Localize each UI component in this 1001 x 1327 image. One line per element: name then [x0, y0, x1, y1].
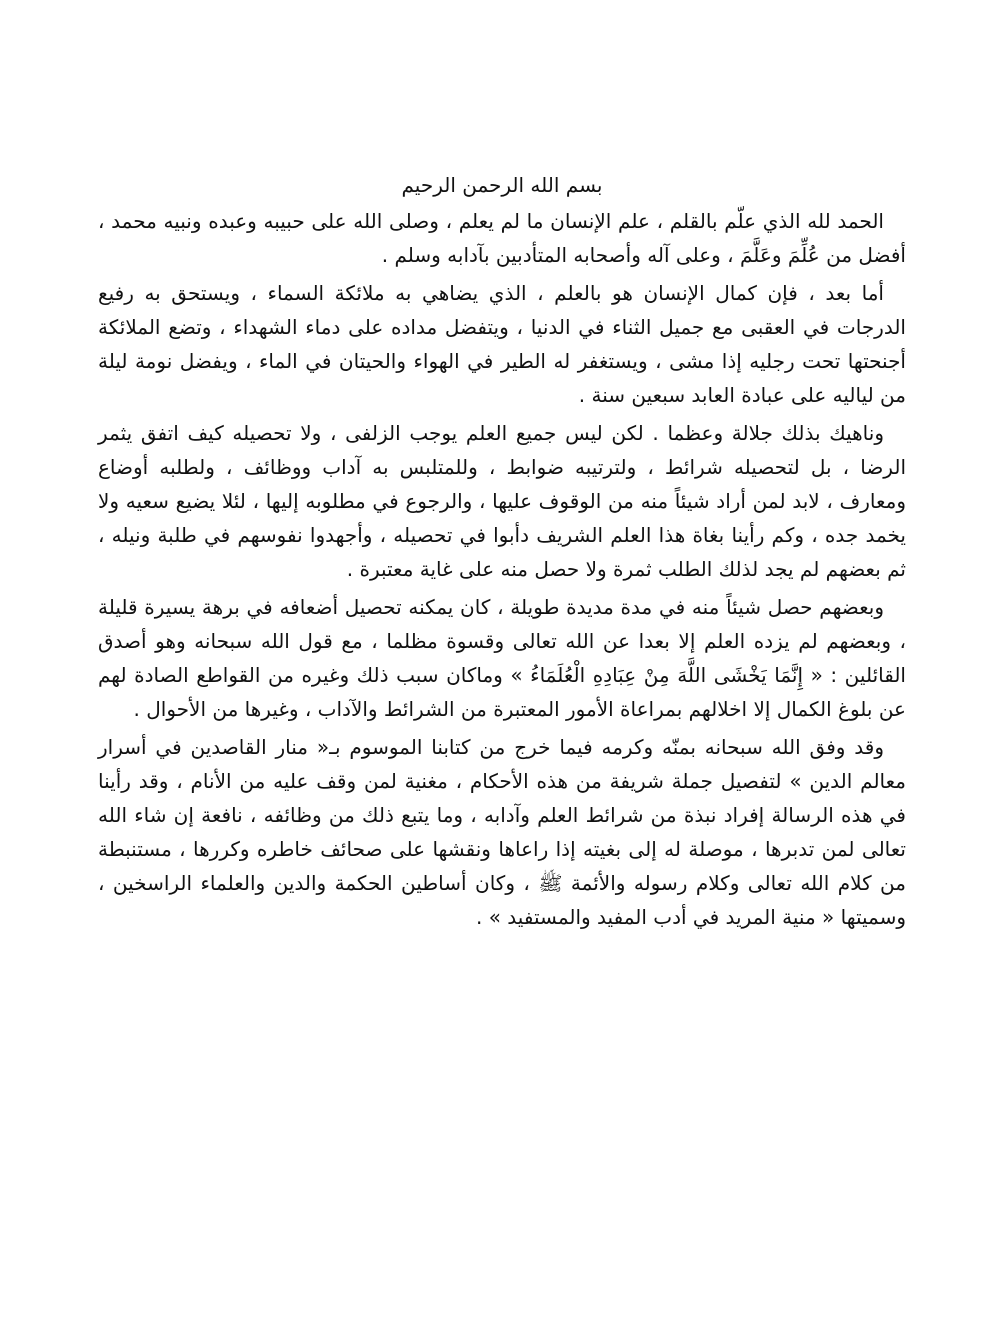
basmala-heading: بسم الله الرحمن الرحيم — [401, 173, 603, 197]
paragraph-3: وناهيك بذلك جلالة وعظما . لكن ليس جميع العلم يوجب الزلفى ، ولا تحصيله كيف اتفق يثمر الرضا ، بل لتحصيله شرائط ، ولترتيبه ضوابط ، وللمتلبس به آداب ووظائف ، ولطلبه أوضاع ومعارف ، لابد لمن أراد شيئاً منه من الوقوف عليها ، والرجوع في مطلوبه إليها ، لئلا يضيع سعيه ولا يخمد جده ، وكم رأينا بغاة هذا العلم الشريف دأبوا في تحصيله ، وأجهدوا نفوسهم في طلبة ونيله ، ثم بعضهم لم يجد لذلك الطلب ثمرة ولا حصل منه على غاية معتبرة . — [98, 421, 906, 581]
paragraph-4: وبعضهم حصل شيئاً منه في مدة مديدة طويلة ، كان يمكنه تحصيل أضعافه في برهة يسيرة قليلة ، وبعضهم لم يزده العلم إلا بعدا عن الله تعالى وقسوة مظلما ، مع قول الله سبحانه وهو أصدق القائلين : « إِنَّمَا يَخْشَى اللَّهَ مِنْ عِبَادِهِ الْعُلَمَاءُ » وماكان سبب ذلك وغيره من القواطع الصادة لهم عن بلوغ الكمال إلا اخلالهم بمراعاة الأمور المعتبرة من الشرائط والآداب ، وغيرها من الأحوال . — [98, 595, 906, 721]
document-page — [98, 168, 906, 1168]
paragraph-2: أما بعد ، فإن كمال الإنسان هو بالعلم ، الذي يضاهي به ملائكة السماء ، ويستحق به رفيع الدرجات في العقبى مع جميل الثناء في الدنيا ، ويتفضل مداده على دماء الشهداء ، وتضع الملائكة أجنحتها تحت رجليه إذا مشى ، ويستغفر له الطير في الهواء والحيتان في الماء ، ويفضل نومة ليلة من لياليه على عبادة العابد سبعين سنة . — [98, 281, 906, 407]
paragraph-1: الحمد لله الذي علّم بالقلم ، علم الإنسان ما لم يعلم ، وصلى الله على حبيبه وعبده ونبيه محمد ، أفضل من عُلِّمَ وعَلَّمَ ، وعلى آله وأصحابه المتأدبين بآدابه وسلم . — [98, 209, 906, 267]
paragraph-5: وقد وفق الله سبحانه بمنّه وكرمه فيما خرج من كتابنا الموسوم بـ« منار القاصدين في أسرار معالم الدين » لتفصيل جملة شريفة من هذه الأحكام ، مغنية لمن وقف عليه من الأنام ، وقد رأينا في هذه الرسالة إفراد نبذة من شرائط العلم وآدابه ، وما يتبع ذلك من وظائفه ، نافعة إن شاء الله تعالى لمن تدبرها ، موصلة له إلى بغيته إذا راعاها ونقشها على صحائف خاطره وكررها ، مستنبطة من كلام الله تعالى وكلام رسوله والأئمة ﷺ ، وكان أساطين الحكمة والدين والعلماء الراسخين ، وسميتها « منية المريد في أدب المفيد والمستفيد » . — [98, 735, 906, 929]
